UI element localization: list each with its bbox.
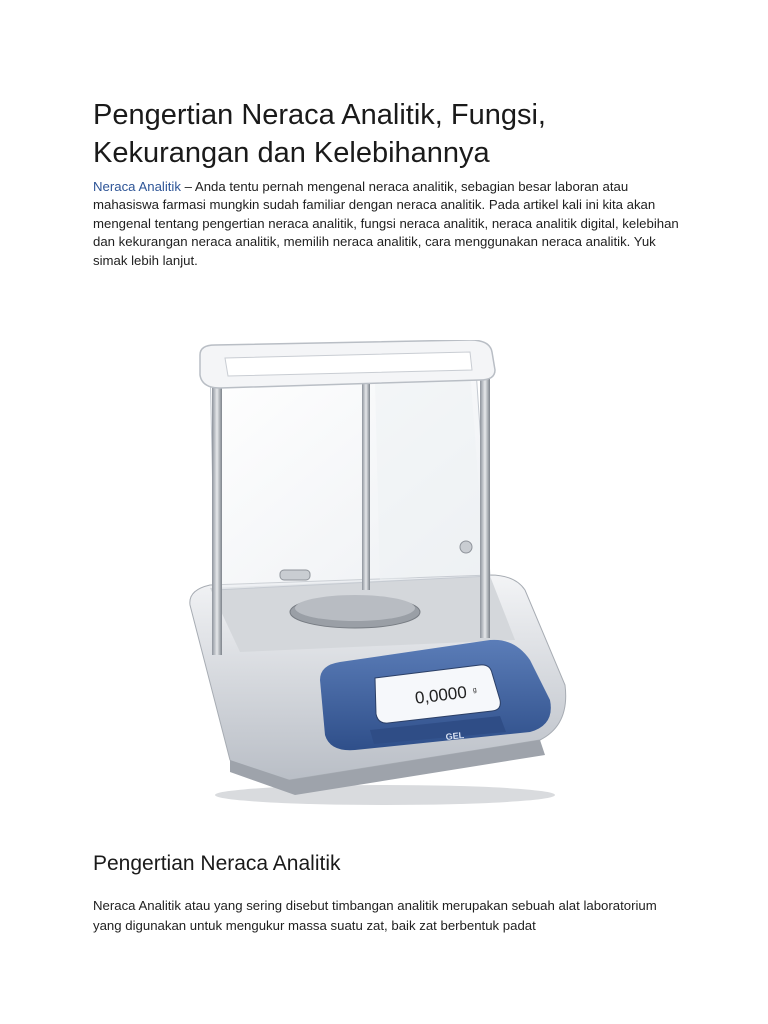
article-title-line1: Pengertian Neraca Analitik, Fungsi,: [93, 99, 546, 131]
analytical-balance-image: [170, 340, 580, 810]
door-knob: [460, 541, 472, 553]
intro-paragraph: [93, 178, 683, 270]
article-title-line2: Kekurangan dan Kelebihannya: [93, 137, 490, 169]
brand-logo: GEL: [445, 730, 465, 742]
intro-text: – Anda tentu pernah mengenal neraca analitik, sebagian besar laboran atau mahasiswa farmasi mungkin sudah familiar dengan neraca analitik. Pada artikel kali ini kita akan mengenal tentang pengertian neraca analitik, fungsi neraca analitik, neraca analitik digital, kelebihan dan kekurangan neraca analitik, memilih neraca analitik, cara menggunakan neraca analitik. Yuk simak lebih lanjut.: [93, 179, 679, 268]
balance-shadow: [215, 785, 555, 805]
intro-keyword: Neraca Analitik: [93, 179, 181, 194]
section-paragraph: Neraca Analitik atau yang sering disebut timbangan analitik merupakan sebuah alat laboratorium yang digunakan untuk mengukur massa suatu zat, baik zat berbentuk padat: [93, 898, 657, 933]
display-unit: g: [472, 686, 478, 694]
display-value: 0,0000: [413, 682, 468, 708]
article-title: [93, 96, 693, 172]
section-heading: Pengertian Neraca Analitik: [93, 852, 341, 875]
